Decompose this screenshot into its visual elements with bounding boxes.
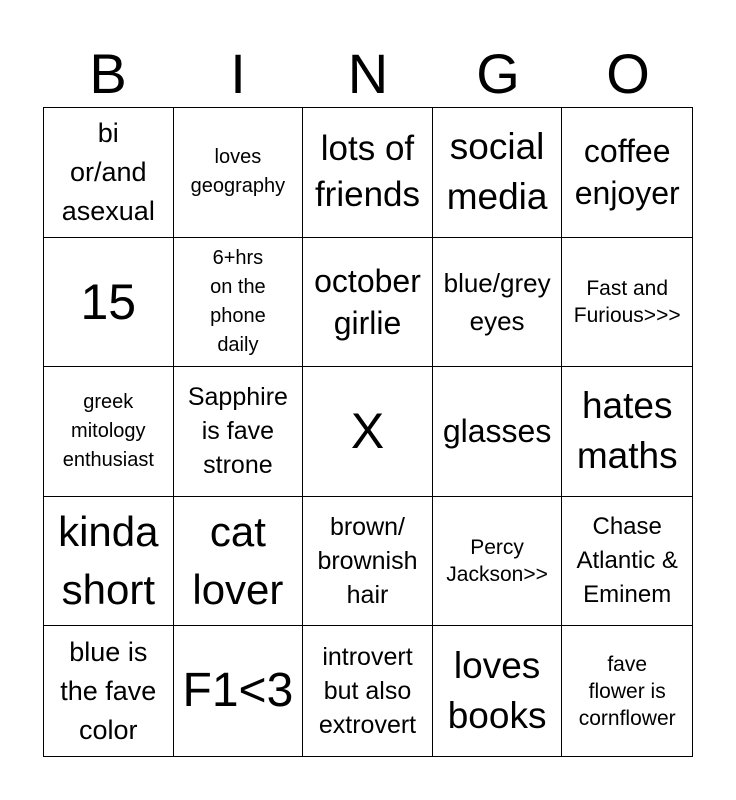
bingo-cell[interactable] [44, 626, 174, 756]
bingo-cell[interactable] [174, 367, 304, 497]
bingo-header [43, 40, 693, 108]
cell-text: social media [446, 126, 548, 218]
bingo-cell[interactable] [562, 626, 692, 756]
bingo-cell[interactable] [303, 238, 433, 368]
cell-text: greek mitology enthusiast [62, 390, 154, 471]
cell-text: bi or/and asexual [61, 117, 155, 226]
bingo-cell[interactable] [44, 238, 174, 368]
bingo-cell[interactable] [562, 238, 692, 368]
bingo-cell[interactable] [433, 497, 563, 627]
cell-text: lots of friends [314, 129, 421, 215]
bingo-cell[interactable] [433, 108, 563, 238]
bingo-cell[interactable] [433, 626, 563, 756]
cell-text: fave flower is cornflower [578, 652, 676, 730]
bingo-cell[interactable] [44, 108, 174, 238]
bingo-cell[interactable] [433, 367, 563, 497]
cell-text: loves books [447, 645, 547, 737]
bingo-cell[interactable] [174, 626, 304, 756]
cell-text: october girlie [314, 262, 421, 341]
cell-text: Chase Atlantic & Eminem [576, 513, 678, 609]
cell-text: 6+hrs on the phone daily [210, 246, 266, 356]
bingo-cell-free[interactable] [303, 367, 433, 497]
header-letter-o: O [606, 42, 650, 105]
cell-text: Percy Jackson>> [446, 536, 548, 587]
cell-text: coffee enjoyer [574, 133, 680, 212]
bingo-cell[interactable] [562, 367, 692, 497]
cell-text: blue/grey eyes [443, 267, 551, 336]
bingo-cell[interactable] [303, 497, 433, 627]
cell-text: 15 [80, 273, 137, 330]
cell-text: introvert but also extrovert [318, 643, 417, 740]
bingo-cell[interactable] [303, 626, 433, 756]
bingo-cell[interactable] [433, 238, 563, 368]
bingo-cell[interactable] [562, 108, 692, 238]
bingo-board [43, 107, 693, 757]
cell-text: F1<3 [182, 664, 294, 718]
cell-text: glasses [442, 413, 552, 450]
bingo-cell[interactable] [174, 497, 304, 627]
bingo-cell[interactable] [44, 367, 174, 497]
header-letter-i: I [230, 42, 246, 105]
cell-text: cat lover [192, 508, 284, 614]
bingo-cell[interactable] [303, 108, 433, 238]
cell-text: Sapphire is fave strone [187, 383, 288, 480]
header-letter-n: N [347, 42, 389, 105]
cell-text: Fast and Furious>>> [573, 276, 681, 327]
cell-text: hates maths [576, 385, 678, 477]
bingo-cell[interactable] [44, 497, 174, 627]
header-letter-g: G [476, 42, 520, 105]
header-letter-b: B [89, 42, 127, 105]
cell-text: brown/ brownish hair [317, 513, 418, 610]
cell-text: blue is the fave color [60, 636, 157, 745]
cell-text: X [350, 403, 385, 460]
cell-text: loves geography [190, 146, 286, 198]
bingo-cell[interactable] [174, 238, 304, 368]
bingo-cell[interactable] [174, 108, 304, 238]
cell-text: kinda short [58, 508, 159, 614]
bingo-cell[interactable] [562, 497, 692, 627]
